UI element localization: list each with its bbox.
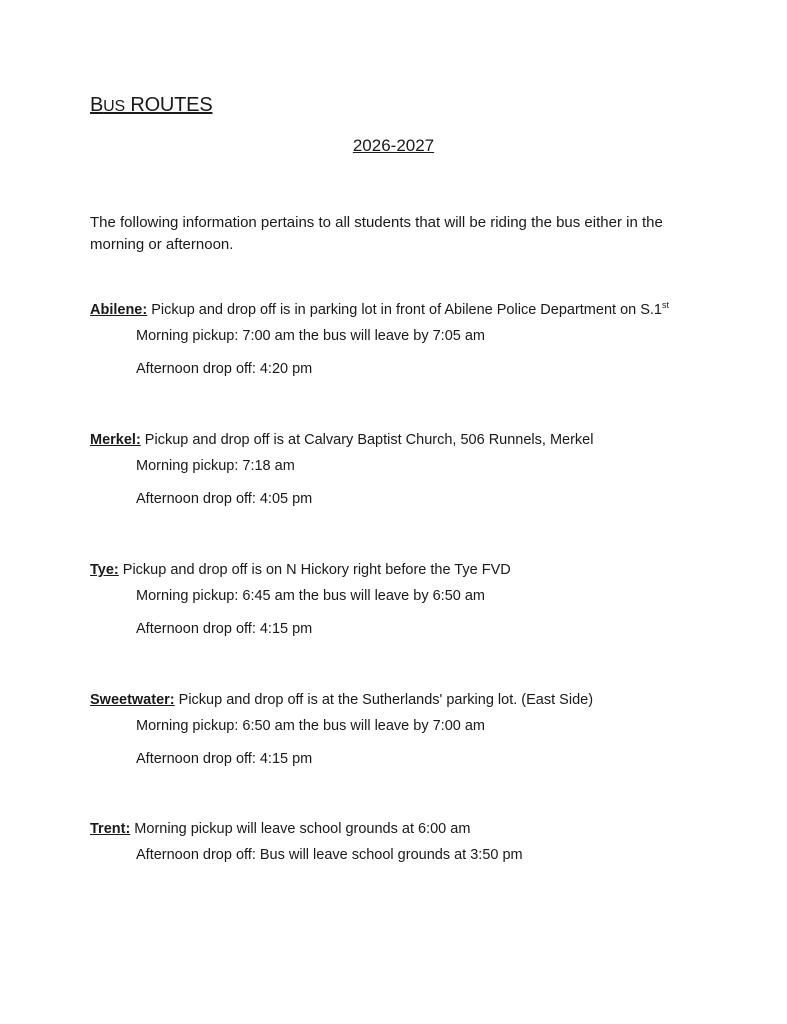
route-header: [90, 690, 770, 710]
title-first-letter: B: [90, 94, 104, 116]
route-detail-morning: Morning pickup: 6:50 am the bus will leave by 7:00 am: [136, 718, 485, 734]
route-description-superscript: st: [662, 300, 670, 311]
route-detail-morning: Morning pickup: 7:00 am the bus will leave by 7:05 am: [136, 328, 485, 344]
route-detail-afternoon: Afternoon drop off: Bus will leave school grounds at 3:50 pm: [136, 847, 523, 863]
route-description: Pickup and drop off is at the Sutherlands' parking lot. (East Side): [174, 692, 594, 708]
route-name: Trent:: [90, 821, 131, 837]
school-year: 2026-2027: [352, 136, 435, 155]
title-small-caps: US: [103, 98, 125, 115]
route-sweetwater: [90, 690, 770, 776]
route-name: Merkel:: [90, 432, 141, 448]
route-name: Tye:: [90, 562, 119, 578]
route-name: Abilene:: [90, 302, 148, 318]
route-tye: [90, 560, 770, 646]
page-title: [90, 94, 212, 117]
route-description: Pickup and drop off is in parking lot in front of Abilene Police Department on S.1: [147, 302, 662, 318]
route-description: Morning pickup will leave school grounds at 6:00 am: [130, 821, 471, 837]
route-merkel: [90, 430, 770, 516]
route-detail-afternoon: Afternoon drop off: 4:15 pm: [136, 621, 313, 637]
route-detail-morning: Morning pickup: 6:45 am the bus will leave by 6:50 am: [136, 588, 485, 604]
title-main: ROUTES: [124, 94, 213, 116]
route-header: [90, 819, 770, 839]
intro-paragraph: The following information pertains to all students that will be riding the bus either in the morning or afternoon.: [90, 214, 663, 253]
route-abilene: [90, 300, 770, 386]
route-header: [90, 300, 770, 320]
route-trent: [90, 819, 770, 872]
route-description: Pickup and drop off is at Calvary Baptist Church, 506 Runnels, Merkel: [140, 432, 594, 448]
route-header: [90, 430, 770, 450]
route-name: Sweetwater:: [90, 692, 175, 708]
route-detail-afternoon: Afternoon drop off: 4:20 pm: [136, 361, 313, 377]
route-detail-morning: Morning pickup: 7:18 am: [136, 458, 295, 474]
route-detail-afternoon: Afternoon drop off: 4:15 pm: [136, 751, 313, 767]
route-header: [90, 560, 770, 580]
route-detail-afternoon: Afternoon drop off: 4:05 pm: [136, 491, 313, 507]
route-description: Pickup and drop off is on N Hickory right before the Tye FVD: [118, 562, 511, 578]
